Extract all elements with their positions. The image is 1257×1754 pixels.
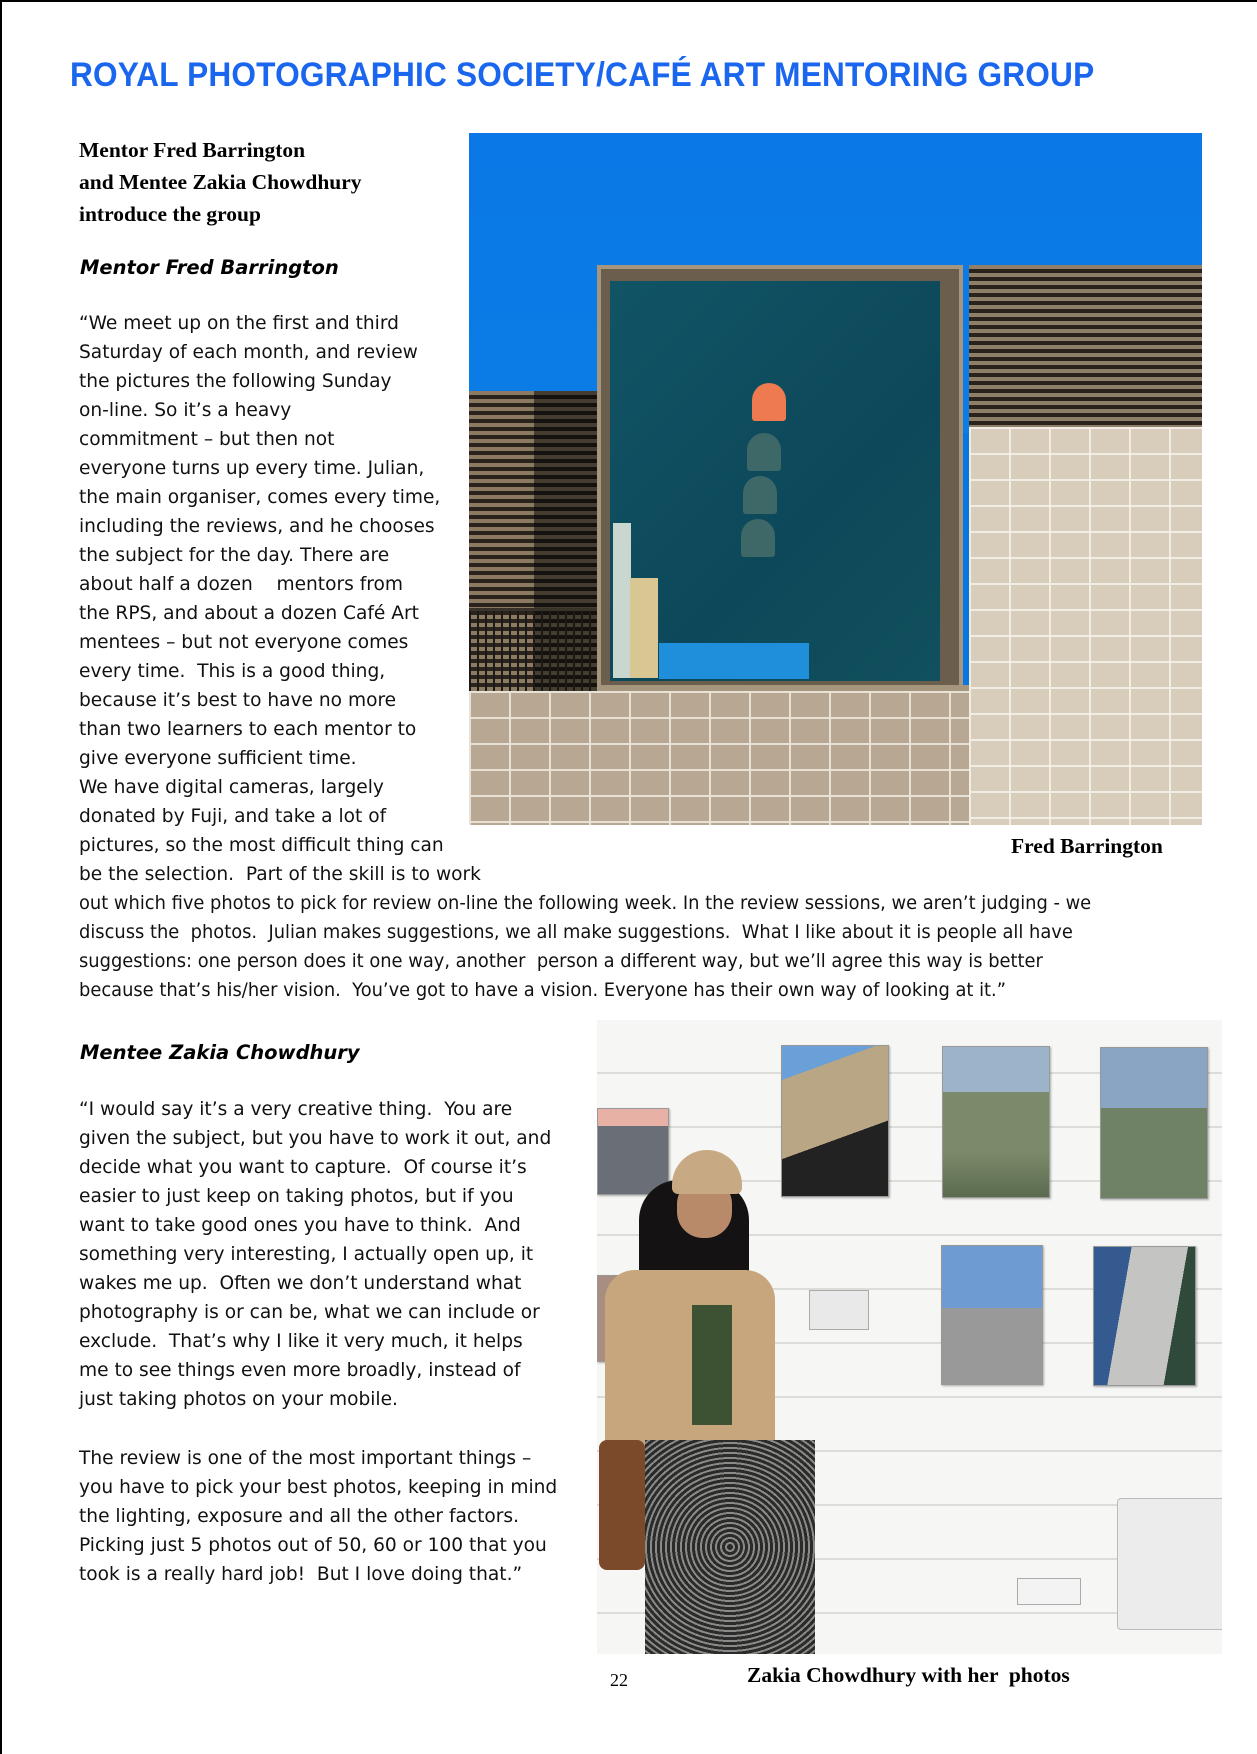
text-line: the RPS, and about a dozen Café Art	[79, 603, 419, 624]
text-line: given the subject, but you have to work it out, and	[79, 1128, 552, 1149]
intro-line: Mentor Fred Barrington	[79, 138, 306, 162]
person-skirt	[645, 1440, 815, 1654]
text-line: you have to pick your best photos, keeping in mind	[79, 1477, 558, 1498]
louver-right	[969, 265, 1202, 427]
lamp-reflection	[743, 476, 777, 514]
text-line: Picking just 5 photos out of 50, 60 or 100 that you	[79, 1535, 547, 1556]
page-title: ROYAL PHOTOGRAPHIC SOCIETY/CAFÉ ART MENTORING GROUP	[70, 56, 1095, 94]
window-glass	[610, 281, 940, 681]
text-line: every time. This is a good thing,	[79, 661, 386, 682]
photo1-caption: Fred Barrington	[1011, 834, 1163, 858]
exhibit-photo	[781, 1045, 889, 1197]
exhibit-photo	[597, 1108, 669, 1195]
text-line: took is a really hard job! But I love doing that.”	[79, 1564, 523, 1585]
power-socket	[1017, 1578, 1081, 1605]
text-line: on-line. So it’s a heavy	[79, 400, 292, 421]
text-line: the subject for the day. There are	[79, 545, 390, 566]
intro-line: introduce the group	[79, 202, 261, 226]
mentor-heading: Mentor Fred Barrington	[80, 256, 339, 279]
text-line: discuss the photos. Julian makes suggestions, we all make suggestions. What I like about it is people all have	[79, 922, 1073, 943]
text-line: the main organiser, comes every time,	[79, 487, 441, 508]
interior-panel	[630, 578, 658, 678]
text-line: The review is one of the most important things –	[79, 1448, 532, 1469]
text-line: wakes me up. Often we don’t understand what	[79, 1273, 522, 1294]
photo2-caption: Zakia Chowdhury with her photos	[747, 1663, 1070, 1687]
text-line: because it’s best to have no more	[79, 690, 397, 711]
text-line: something very interesting, I actually open up, it	[79, 1244, 534, 1265]
text-line: about half a dozen mentors from	[79, 574, 403, 595]
exhibit-photo	[1093, 1246, 1196, 1386]
text-line: than two learners to each mentor to	[79, 719, 417, 740]
text-line: want to take good ones you have to think. And	[79, 1215, 521, 1236]
brick-wall-right	[969, 427, 1202, 825]
mentee-heading: Mentee Zakia Chowdhury	[80, 1041, 360, 1064]
exhibit-photo	[1100, 1047, 1208, 1199]
text-line: me to see things even more broadly, instead of	[79, 1360, 521, 1381]
text-line: exclude. That’s why I like it very much, it helps	[79, 1331, 523, 1352]
text-line: be the selection. Part of the skill is to work	[79, 864, 481, 885]
text-line: everyone turns up every time. Julian,	[79, 458, 425, 479]
interior-panel	[613, 523, 631, 678]
brick-wall-lower	[469, 691, 969, 825]
text-line: donated by Fuji, and take a lot of	[79, 806, 387, 827]
intro-heading	[79, 134, 362, 230]
exhibit-photo	[941, 1245, 1043, 1385]
text-line: “I would say it’s a very creative thing. You are	[79, 1099, 513, 1120]
text-line: because that’s his/her vision. You’ve got to have a vision. Everyone has their own way of looking at it.”	[79, 980, 1006, 1001]
text-line: the lighting, exposure and all the other factors.	[79, 1506, 520, 1527]
text-line: just taking photos on your mobile.	[79, 1389, 398, 1410]
building-window-photo	[469, 133, 1202, 825]
text-line: “We meet up on the first and third	[79, 313, 399, 334]
person-bag	[599, 1440, 645, 1570]
text-line: the pictures the following Sunday	[79, 371, 392, 392]
railing	[469, 608, 604, 691]
person-hat	[672, 1150, 742, 1194]
text-line: photography is or can be, what we can include or	[79, 1302, 540, 1323]
intro-line: and Mentee Zakia Chowdhury	[79, 170, 362, 194]
text-line: We have digital cameras, largely	[79, 777, 384, 798]
page-number: 22	[610, 1670, 628, 1690]
text-line: mentees – but not everyone comes	[79, 632, 409, 653]
text-line: give everyone sufficient time.	[79, 748, 357, 769]
text-line: out which five photos to pick for review on-line the following week. In the review sessions, we aren’t judging - we	[79, 893, 1092, 914]
text-line: including the reviews, and he chooses	[79, 516, 435, 537]
text-line: commitment – but then not	[79, 429, 335, 450]
text-line: decide what you want to capture. Of course it’s	[79, 1157, 527, 1178]
text-line: easier to just keep on taking photos, but if you	[79, 1186, 514, 1207]
wall-label	[809, 1290, 869, 1330]
lamp-reflection	[741, 519, 775, 557]
exhibition-photo	[597, 1020, 1222, 1654]
lamp-reflection	[747, 433, 781, 471]
text-line: Saturday of each month, and review	[79, 342, 418, 363]
exhibit-photo	[942, 1046, 1050, 1198]
wall-heater	[1117, 1498, 1222, 1630]
person-top	[692, 1305, 732, 1425]
text-line: pictures, so the most difficult thing can	[79, 835, 444, 856]
orange-lamp	[752, 383, 786, 421]
text-line: suggestions: one person does it one way, another person a different way, but we’ll agree this way is better	[79, 951, 1043, 972]
interior-reflection	[659, 643, 809, 679]
